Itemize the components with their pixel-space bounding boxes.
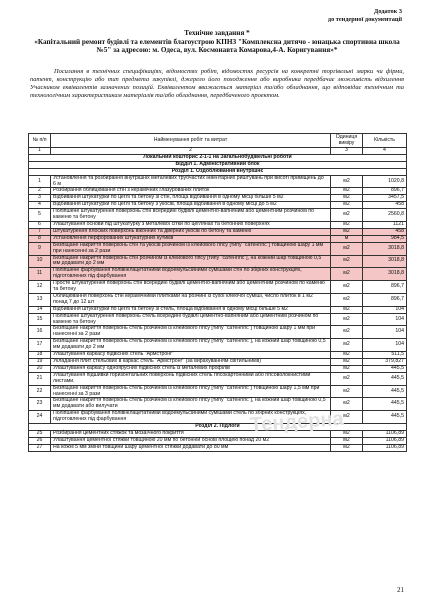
table-header-row: [29, 134, 407, 148]
unit-cell: м2: [331, 359, 363, 366]
table-row: [29, 175, 407, 188]
unit-cell: м2: [331, 209, 363, 222]
table-row: [29, 411, 407, 424]
quantity-cell: 1106,89: [363, 430, 407, 437]
quantity-cell: 458: [363, 202, 407, 209]
unit-cell: м2: [331, 411, 363, 424]
index-cell: 1: [29, 148, 51, 155]
quantity-cell: 1020,8: [363, 175, 407, 188]
row-number: 2: [29, 188, 51, 195]
row-number: 10: [29, 255, 51, 268]
row-number: 19: [29, 359, 51, 366]
work-name: Облицювання поверхонь стін керамічними плитками на розчині із сухої клеючої суміші, число плиток в 1 м2 понад 7 до 12 шт: [51, 293, 331, 306]
header-unit: Одиниця виміру: [331, 134, 363, 148]
unit-cell: м2: [331, 326, 363, 339]
unit-cell: м2: [331, 221, 363, 228]
row-number: 12: [29, 281, 51, 294]
work-name: Установлення та розбирання внутрішніх металевих трубчастих інвентарних риштувань при висоті приміщень до 6 м: [51, 175, 331, 188]
row-number: 22: [29, 385, 51, 398]
row-number: 23: [29, 398, 51, 411]
row-number: 6: [29, 221, 51, 228]
work-name: Укладання плит стельових в каркас стель "Армстронг" (за вирахуванням світильників): [51, 359, 331, 366]
table-row: [29, 255, 407, 268]
watermark: Тендерна: [249, 407, 345, 437]
unit-cell: м2: [331, 444, 363, 451]
unit-cell: м2: [331, 228, 363, 235]
header-number: № п/п: [29, 134, 51, 148]
title-line-1: Технічне завдання *: [184, 29, 250, 37]
quantity-cell: 3018,8: [363, 255, 407, 268]
work-name: Улаштування цементної стяжки товщиною 20 мм по бетонній основі площею понад 20 м2: [51, 437, 331, 444]
table-row: [29, 398, 407, 411]
quantity-cell: 896,7: [363, 281, 407, 294]
row-number: 26: [29, 437, 51, 444]
works-table: [28, 133, 407, 452]
unit-cell: м2: [331, 268, 363, 281]
quantity-cell: 445,5: [363, 372, 407, 385]
unit-cell: м2: [331, 313, 363, 326]
table-row: [29, 444, 407, 451]
table-row: [29, 293, 407, 306]
quantity-cell: 104: [363, 306, 407, 313]
unit-cell: м2: [331, 339, 363, 352]
quantity-cell: 1121: [363, 221, 407, 228]
work-name: На кожні 5 мм зміни товщини шару цементної стяжки додавати до 80 мм: [51, 444, 331, 451]
quantity-cell: 1106,89: [363, 437, 407, 444]
unit-cell: м2: [331, 398, 363, 411]
unit-cell: м2: [331, 437, 363, 444]
table-row: [29, 339, 407, 352]
row-number: 8: [29, 235, 51, 242]
work-name: Поліпшене штукатурення поверхонь стін всередині будівлі цементно-вапняним або цементним розчином по каменю та бетону: [51, 209, 331, 222]
work-name: Улаштування основи під штукатурку з металевої сітки по цеглянах та бетонних поверхнях: [51, 221, 331, 228]
quantity-cell: 984,5: [363, 235, 407, 242]
table-row: [29, 209, 407, 222]
work-name: Поліпшене фарбування полівінілацетатними водоемульсійними сумішами стель по збірних конструкціях, підготовлених під фарбування: [51, 411, 331, 424]
quantity-cell: 445,5: [363, 398, 407, 411]
row-number: 16: [29, 326, 51, 339]
row-number: 7: [29, 228, 51, 235]
unit-cell: м: [331, 235, 363, 242]
section-heading: Локальний кошторис 2-1-1 на Загальнобудівельні роботи: [29, 154, 407, 161]
work-name: Безпіщане накриття поверхонь стель розчином із клейового гіпсу [типу "сатенгіпс"] товщиною шару 1 мм при нанесенні за 2 рази: [51, 326, 331, 339]
row-number: 18: [29, 352, 51, 359]
work-name: Улаштування каркасу одноярусних підвісних стель із металевих профілів: [51, 365, 331, 372]
row-number: 21: [29, 372, 51, 385]
quantity-cell: 445,5: [363, 365, 407, 372]
table-row: [29, 242, 407, 255]
work-name: Розбирання цементних стяжок та мозаїчного покриття: [51, 430, 331, 437]
row-number: 5: [29, 209, 51, 222]
index-cell: 3: [331, 148, 363, 155]
work-name: Відбивання штукатурки по цеглі та бетону зі стін, площа відбивання в одному місці більше 5 м2: [51, 195, 331, 202]
quantity-cell: 445,5: [363, 385, 407, 398]
table-row: [29, 268, 407, 281]
quantity-cell: 896,7: [363, 188, 407, 195]
annex-note: [328, 8, 402, 24]
work-name: Штукатурення плоских поверхонь віконних та дверних укосів по бетону та каменю: [51, 228, 331, 235]
unit-cell: м2: [331, 293, 363, 306]
unit-cell: м2: [331, 306, 363, 313]
row-number: 27: [29, 444, 51, 451]
work-name: Улаштування каркасу підвісних стель "Армстронг": [51, 352, 331, 359]
work-name: Безпіщане накриття поверхонь стель розчином із клейового гіпсу [типу "сатенгіпс"], на кожний шар товщиною 0,5 мм додавати або вилучати: [51, 398, 331, 411]
annex-subtitle: до тендерної документації: [327, 16, 402, 23]
table-body: [29, 154, 407, 451]
index-cell: 2: [51, 148, 331, 155]
work-name: Установлення перфорованих штукатурних кутиків: [51, 235, 331, 242]
unit-cell: м2: [331, 175, 363, 188]
work-name: Безпіщане накриття поверхонь стель розчином із клейового гіпсу [типу "сатенгіпс"] товщиною шару 1,5 мм при нанесенні за 3 рази: [51, 385, 331, 398]
work-name: Поліпшене штукатурення поверхонь стель всередині будівлі цементно-вапняним або цементним розчином по каменю та бетону: [51, 313, 331, 326]
work-name: Відбивання штукатурки по цеглі та бетону з укосів, площа відбивання в одному місці до 5 м2: [51, 202, 331, 209]
quantity-cell: 379,827: [363, 359, 407, 366]
row-number: 3: [29, 195, 51, 202]
quantity-cell: 458: [363, 228, 407, 235]
title-line-2: «Капітальний ремонт будівлі та елементів благоустрою КПНЗ "Комплексна дитячо - юнацька спортивна школа №5" за адресою: м. Одеса, вул. Космонавта Комарова,4-А. Коригування»*: [34, 37, 400, 55]
work-name: Відбивання штукатурки по цеглі та бетону зі стель, площа відбивання в одному місці більше 5 м2: [51, 306, 331, 313]
row-number: 9: [29, 242, 51, 255]
header-quantity: Кількість: [363, 134, 407, 148]
row-number: 25: [29, 430, 51, 437]
row-number: 13: [29, 293, 51, 306]
quantity-cell: 445,5: [363, 411, 407, 424]
unit-cell: м2: [331, 242, 363, 255]
quantity-cell: 104: [363, 339, 407, 352]
quantity-cell: 104: [363, 326, 407, 339]
row-number: 17: [29, 339, 51, 352]
unit-cell: м2: [331, 430, 363, 437]
quantity-cell: 3018,8: [363, 242, 407, 255]
unit-cell: м2: [331, 195, 363, 202]
section-heading: Розділ 2. Підлоги: [29, 424, 407, 431]
unit-cell: м2: [331, 281, 363, 294]
quantity-cell: 3018,8: [363, 268, 407, 281]
unit-cell: м2: [331, 255, 363, 268]
unit-cell: м2: [331, 385, 363, 398]
quantity-cell: 3457,5: [363, 195, 407, 202]
header-name: Найменування робіт та витрат: [51, 134, 331, 148]
work-name: Поліпшене фарбування полівінілацетатними водоемульсійними сумішами стін по збірних конструкціях, підготовлених під фарбування: [51, 268, 331, 281]
index-cell: 4: [363, 148, 407, 155]
work-name: Безпіщане накриття поверхонь стін та укосів розчином із клейового гіпсу [типу "сатенгіпс"] товщиною шару 1 мм при нанесенні за 2 рази: [51, 242, 331, 255]
row-number: 1: [29, 175, 51, 188]
row-number: 15: [29, 313, 51, 326]
equivalents-notice: Посилання в технічних специфікаціях, відомостях робіт, відомостях ресурсів на конкретні торгівельні марки чи фірми, патент, конструкцію або тип предмета закупівлі, джерело його походження або виробника передбачає можливість відхилення Учасником еквівалентів зазначених позицій. Еквівалентом вважається матеріал та/або обладнання, що відповідає технічним та технологічним характеристикам матеріалів та/або обладнання, передбаченого проектом.: [30, 68, 404, 99]
section-heading: Розділ 1. Оздоблювання внутрішнє: [29, 168, 407, 175]
unit-cell: м2: [331, 352, 363, 359]
document-title: [30, 29, 404, 55]
work-name: Безпіщане накриття поверхонь стель розчином із клейового гіпсу [типу "сатенгіпс"], на кожний шар товщиною 0,5 мм додавати до 2 мм: [51, 339, 331, 352]
work-name: Безпіщане накриття поверхонь стін розчином із клейового гіпсу [типу "сатенгіпс"], на кожний шар товщиною 0,5 мм додавати до 2 мм: [51, 255, 331, 268]
unit-cell: м2: [331, 365, 363, 372]
work-name: Розбирання облицювання стін з керамічних глазурованих плиток: [51, 188, 331, 195]
row-number: 4: [29, 202, 51, 209]
quantity-cell: 1106,89: [363, 444, 407, 451]
annex-number: Додаток 3: [374, 8, 402, 15]
table-row: [29, 326, 407, 339]
row-number: 11: [29, 268, 51, 281]
quantity-cell: 896,7: [363, 293, 407, 306]
work-name: Улаштування підшивки горизонтальних поверхонь підвісних стель гіпсокартонними або гіпсоволокнистими листами.: [51, 372, 331, 385]
unit-cell: м2: [331, 202, 363, 209]
row-number: 24: [29, 411, 51, 424]
quantity-cell: 2560,8: [363, 209, 407, 222]
table-row: [29, 372, 407, 385]
unit-cell: м2: [331, 188, 363, 195]
row-number: 14: [29, 306, 51, 313]
work-name: Просте штукатурення поверхонь стін всередині будівлі цементно-вапняним або цементним розчином по каменю та бетону: [51, 281, 331, 294]
row-number: 20: [29, 365, 51, 372]
page-number: 21: [397, 586, 404, 594]
quantity-cell: 511,5: [363, 352, 407, 359]
section-heading: Відділ 1. Адміністративний блок: [29, 161, 407, 168]
quantity-cell: 104: [363, 313, 407, 326]
table-row: [29, 281, 407, 294]
unit-cell: м2: [331, 372, 363, 385]
